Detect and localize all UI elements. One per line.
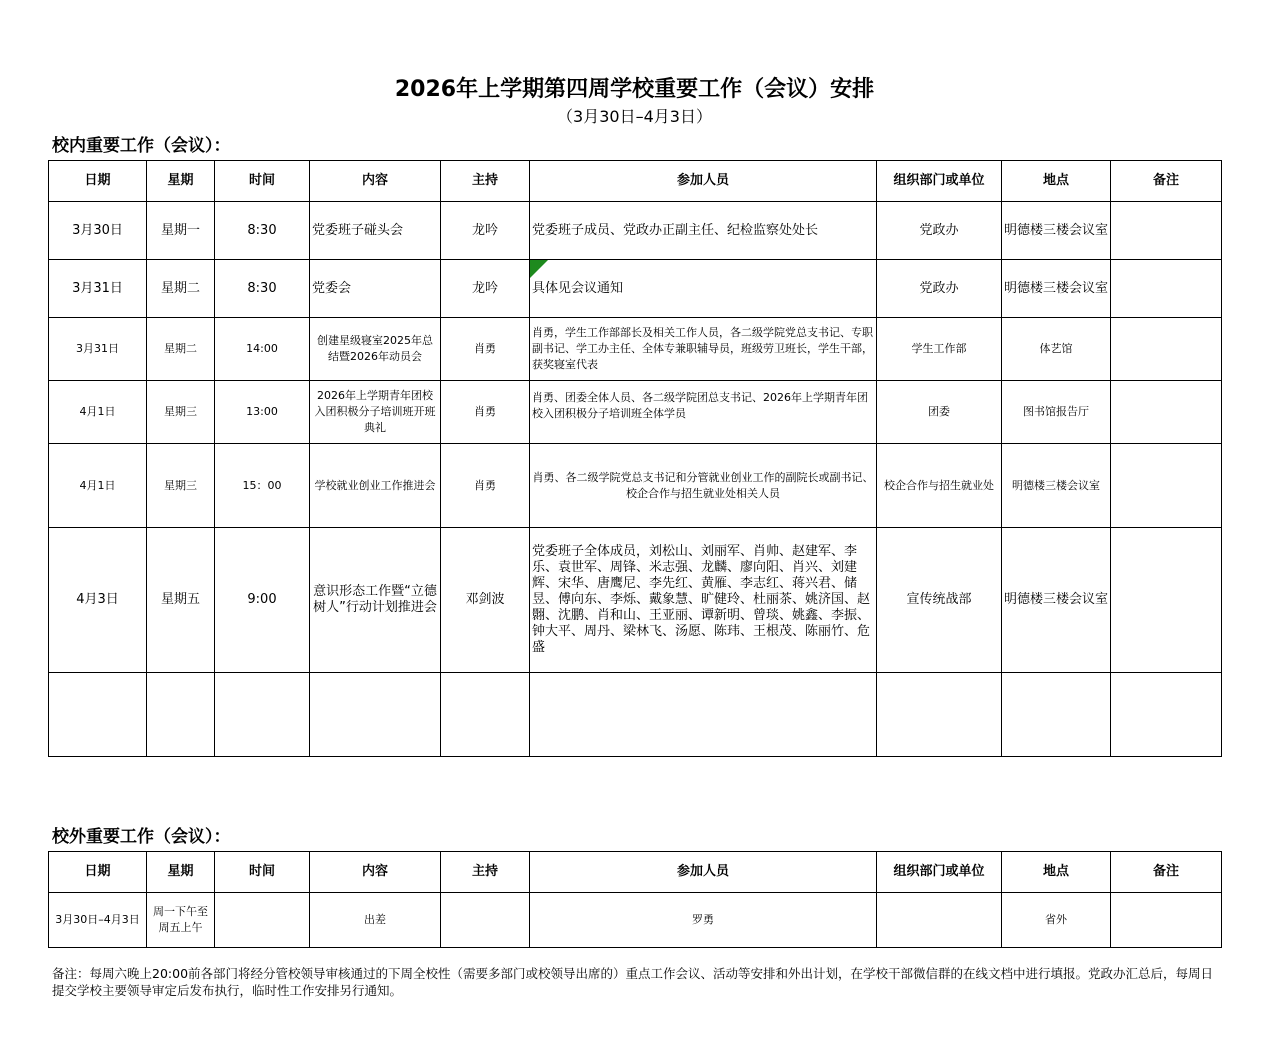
comment-marker-icon[interactable] xyxy=(530,260,548,278)
cell-weekday: 星期二 xyxy=(147,260,215,318)
cell-attendees: 党委班子全体成员，刘松山、刘丽军、肖帅、赵建军、李乐、袁世军、周锋、米志强、龙麟、廖向阳、肖兴、刘建辉、宋华、唐鹰尼、李先红、黄雁、李志红、蒋兴君、储昱、傅向东、李烁、戴象慧、旷健玲、杜丽茶、姚济国、赵翾、沈鹏、肖和山、王亚丽、谭新明、曾琰、姚鑫、李振、钟大平、周丹、梁林飞、汤愿、陈玮、王根茂、陈丽竹、危盛 xyxy=(530,528,877,673)
cell-attendees xyxy=(530,673,877,757)
cell-attendees: 肖勇、各二级学院党总支书记和分管就业创业工作的副院长或副书记、校企合作与招生就业处相关人员 xyxy=(530,444,877,528)
cell-host: 肖勇 xyxy=(441,318,530,381)
cell-host: 肖勇 xyxy=(441,444,530,528)
cell-dept: 校企合作与招生就业处 xyxy=(877,444,1002,528)
cell-content: 创建星级寝室2025年总结暨2026年动员会 xyxy=(310,318,441,381)
cell-dept: 党政办 xyxy=(877,260,1002,318)
header-time: 时间 xyxy=(215,161,310,202)
header-weekday: 星期 xyxy=(147,161,215,202)
cell-date: 4月1日 xyxy=(49,444,147,528)
cell-remark xyxy=(1111,202,1222,260)
cell-weekday: 星期一 xyxy=(147,202,215,260)
table-row xyxy=(49,260,1222,318)
cell-dept: 宣传统战部 xyxy=(877,528,1002,673)
header-remark: 备注 xyxy=(1111,161,1222,202)
table-row xyxy=(49,202,1222,260)
cell-remark xyxy=(1111,893,1222,948)
cell-place: 明德楼三楼会议室 xyxy=(1002,260,1111,318)
cell-remark xyxy=(1111,528,1222,673)
internal-schedule-table xyxy=(48,160,1222,757)
page-title: 2026年上学期第四周学校重要工作（会议）安排 xyxy=(394,77,875,102)
cell-attendees xyxy=(530,260,877,318)
header-date: 日期 xyxy=(49,852,147,893)
header-place: 地点 xyxy=(1002,161,1111,202)
header-dept: 组织部门或单位 xyxy=(877,852,1002,893)
cell-dept xyxy=(877,673,1002,757)
header-remark: 备注 xyxy=(1111,852,1222,893)
header-dept: 组织部门或单位 xyxy=(877,161,1002,202)
cell-host: 龙吟 xyxy=(441,260,530,318)
cell-remark xyxy=(1111,673,1222,757)
cell-attendees: 肖勇，学生工作部部长及相关工作人员，各二级学院党总支书记、专职副书记、学工办主任、全体专兼职辅导员，班级劳卫班长，学生干部，获奖寝室代表 xyxy=(530,318,877,381)
cell-dept xyxy=(877,893,1002,948)
cell-dept: 学生工作部 xyxy=(877,318,1002,381)
cell-place xyxy=(1002,673,1111,757)
cell-date: 3月30日 xyxy=(49,202,147,260)
cell-host: 肖勇 xyxy=(441,381,530,444)
table-row xyxy=(49,381,1222,444)
internal-header-row xyxy=(49,161,1222,202)
cell-date xyxy=(49,673,147,757)
cell-place: 体艺馆 xyxy=(1002,318,1111,381)
header-host: 主持 xyxy=(441,852,530,893)
cell-time xyxy=(215,673,310,757)
header-date: 日期 xyxy=(49,161,147,202)
table-row xyxy=(49,318,1222,381)
cell-time: 13:00 xyxy=(215,381,310,444)
external-section-label: 校外重要工作（会议）： xyxy=(52,827,231,847)
cell-dept: 党政办 xyxy=(877,202,1002,260)
cell-remark xyxy=(1111,444,1222,528)
table-row xyxy=(49,528,1222,673)
cell-content: 党委会 xyxy=(310,260,441,318)
header-place: 地点 xyxy=(1002,852,1111,893)
header-host: 主持 xyxy=(441,161,530,202)
cell-attendees: 党委班子成员、党政办正副主任、纪检监察处处长 xyxy=(530,202,877,260)
cell-content: 学校就业创业工作推进会 xyxy=(310,444,441,528)
cell-date: 3月30日–4月3日 xyxy=(49,893,147,948)
cell-date: 4月1日 xyxy=(49,381,147,444)
cell-time: 8:30 xyxy=(215,260,310,318)
cell-remark xyxy=(1111,381,1222,444)
cell-date: 4月3日 xyxy=(49,528,147,673)
cell-time: 8:30 xyxy=(215,202,310,260)
cell-attendees-text: 具体见会议通知 xyxy=(532,280,624,296)
external-header-row xyxy=(49,852,1222,893)
cell-content: 党委班子碰头会 xyxy=(310,202,441,260)
cell-weekday: 星期二 xyxy=(147,318,215,381)
cell-date: 3月31日 xyxy=(49,318,147,381)
cell-attendees: 肖勇、团委全体人员、各二级学院团总支书记、2026年上学期青年团校入团积极分子培训班全体学员 xyxy=(530,381,877,444)
cell-host xyxy=(441,893,530,948)
page-subtitle: （3月30日–4月3日） xyxy=(557,107,712,126)
cell-attendees: 罗勇 xyxy=(530,893,877,948)
cell-time: 15：00 xyxy=(215,444,310,528)
external-schedule-table xyxy=(48,851,1222,948)
header-weekday: 星期 xyxy=(147,852,215,893)
cell-content: 出差 xyxy=(310,893,441,948)
table-row xyxy=(49,444,1222,528)
cell-weekday: 星期五 xyxy=(147,528,215,673)
table-row-empty xyxy=(49,673,1222,757)
cell-host: 邓剑波 xyxy=(441,528,530,673)
cell-content xyxy=(310,673,441,757)
cell-weekday xyxy=(147,673,215,757)
cell-date: 3月31日 xyxy=(49,260,147,318)
footnote: 备注：每周六晚上20:00前各部门将经分管校领导审核通过的下周全校性（需要多部门或校领导出席的）重点工作会议、活动等安排和外出计划，在学校干部微信群的在线文档中进行填报。党政办汇总后，每周日提交学校主要领导审定后发布执行，临时性工作安排另行通知。 xyxy=(52,966,1214,998)
cell-time: 9:00 xyxy=(215,528,310,673)
cell-content: 2026年上学期青年团校入团积极分子培训班开班典礼 xyxy=(310,381,441,444)
cell-weekday: 星期三 xyxy=(147,444,215,528)
cell-weekday: 周一下午至周五上午 xyxy=(147,893,215,948)
cell-remark xyxy=(1111,318,1222,381)
cell-time xyxy=(215,893,310,948)
header-attendees: 参加人员 xyxy=(530,852,877,893)
cell-time: 14:00 xyxy=(215,318,310,381)
cell-dept: 团委 xyxy=(877,381,1002,444)
cell-place: 明德楼三楼会议室 xyxy=(1002,444,1111,528)
cell-weekday: 星期三 xyxy=(147,381,215,444)
header-attendees: 参加人员 xyxy=(530,161,877,202)
cell-host: 龙吟 xyxy=(441,202,530,260)
cell-place: 明德楼三楼会议室 xyxy=(1002,202,1111,260)
cell-host xyxy=(441,673,530,757)
cell-place: 明德楼三楼会议室 xyxy=(1002,528,1111,673)
header-time: 时间 xyxy=(215,852,310,893)
cell-place: 图书馆报告厅 xyxy=(1002,381,1111,444)
table-row xyxy=(49,893,1222,948)
cell-remark xyxy=(1111,260,1222,318)
cell-content: 意识形态工作暨“立德树人”行动计划推进会 xyxy=(310,528,441,673)
internal-section-label: 校内重要工作（会议）： xyxy=(52,136,231,156)
header-content: 内容 xyxy=(310,161,441,202)
header-content: 内容 xyxy=(310,852,441,893)
cell-place: 省外 xyxy=(1002,893,1111,948)
